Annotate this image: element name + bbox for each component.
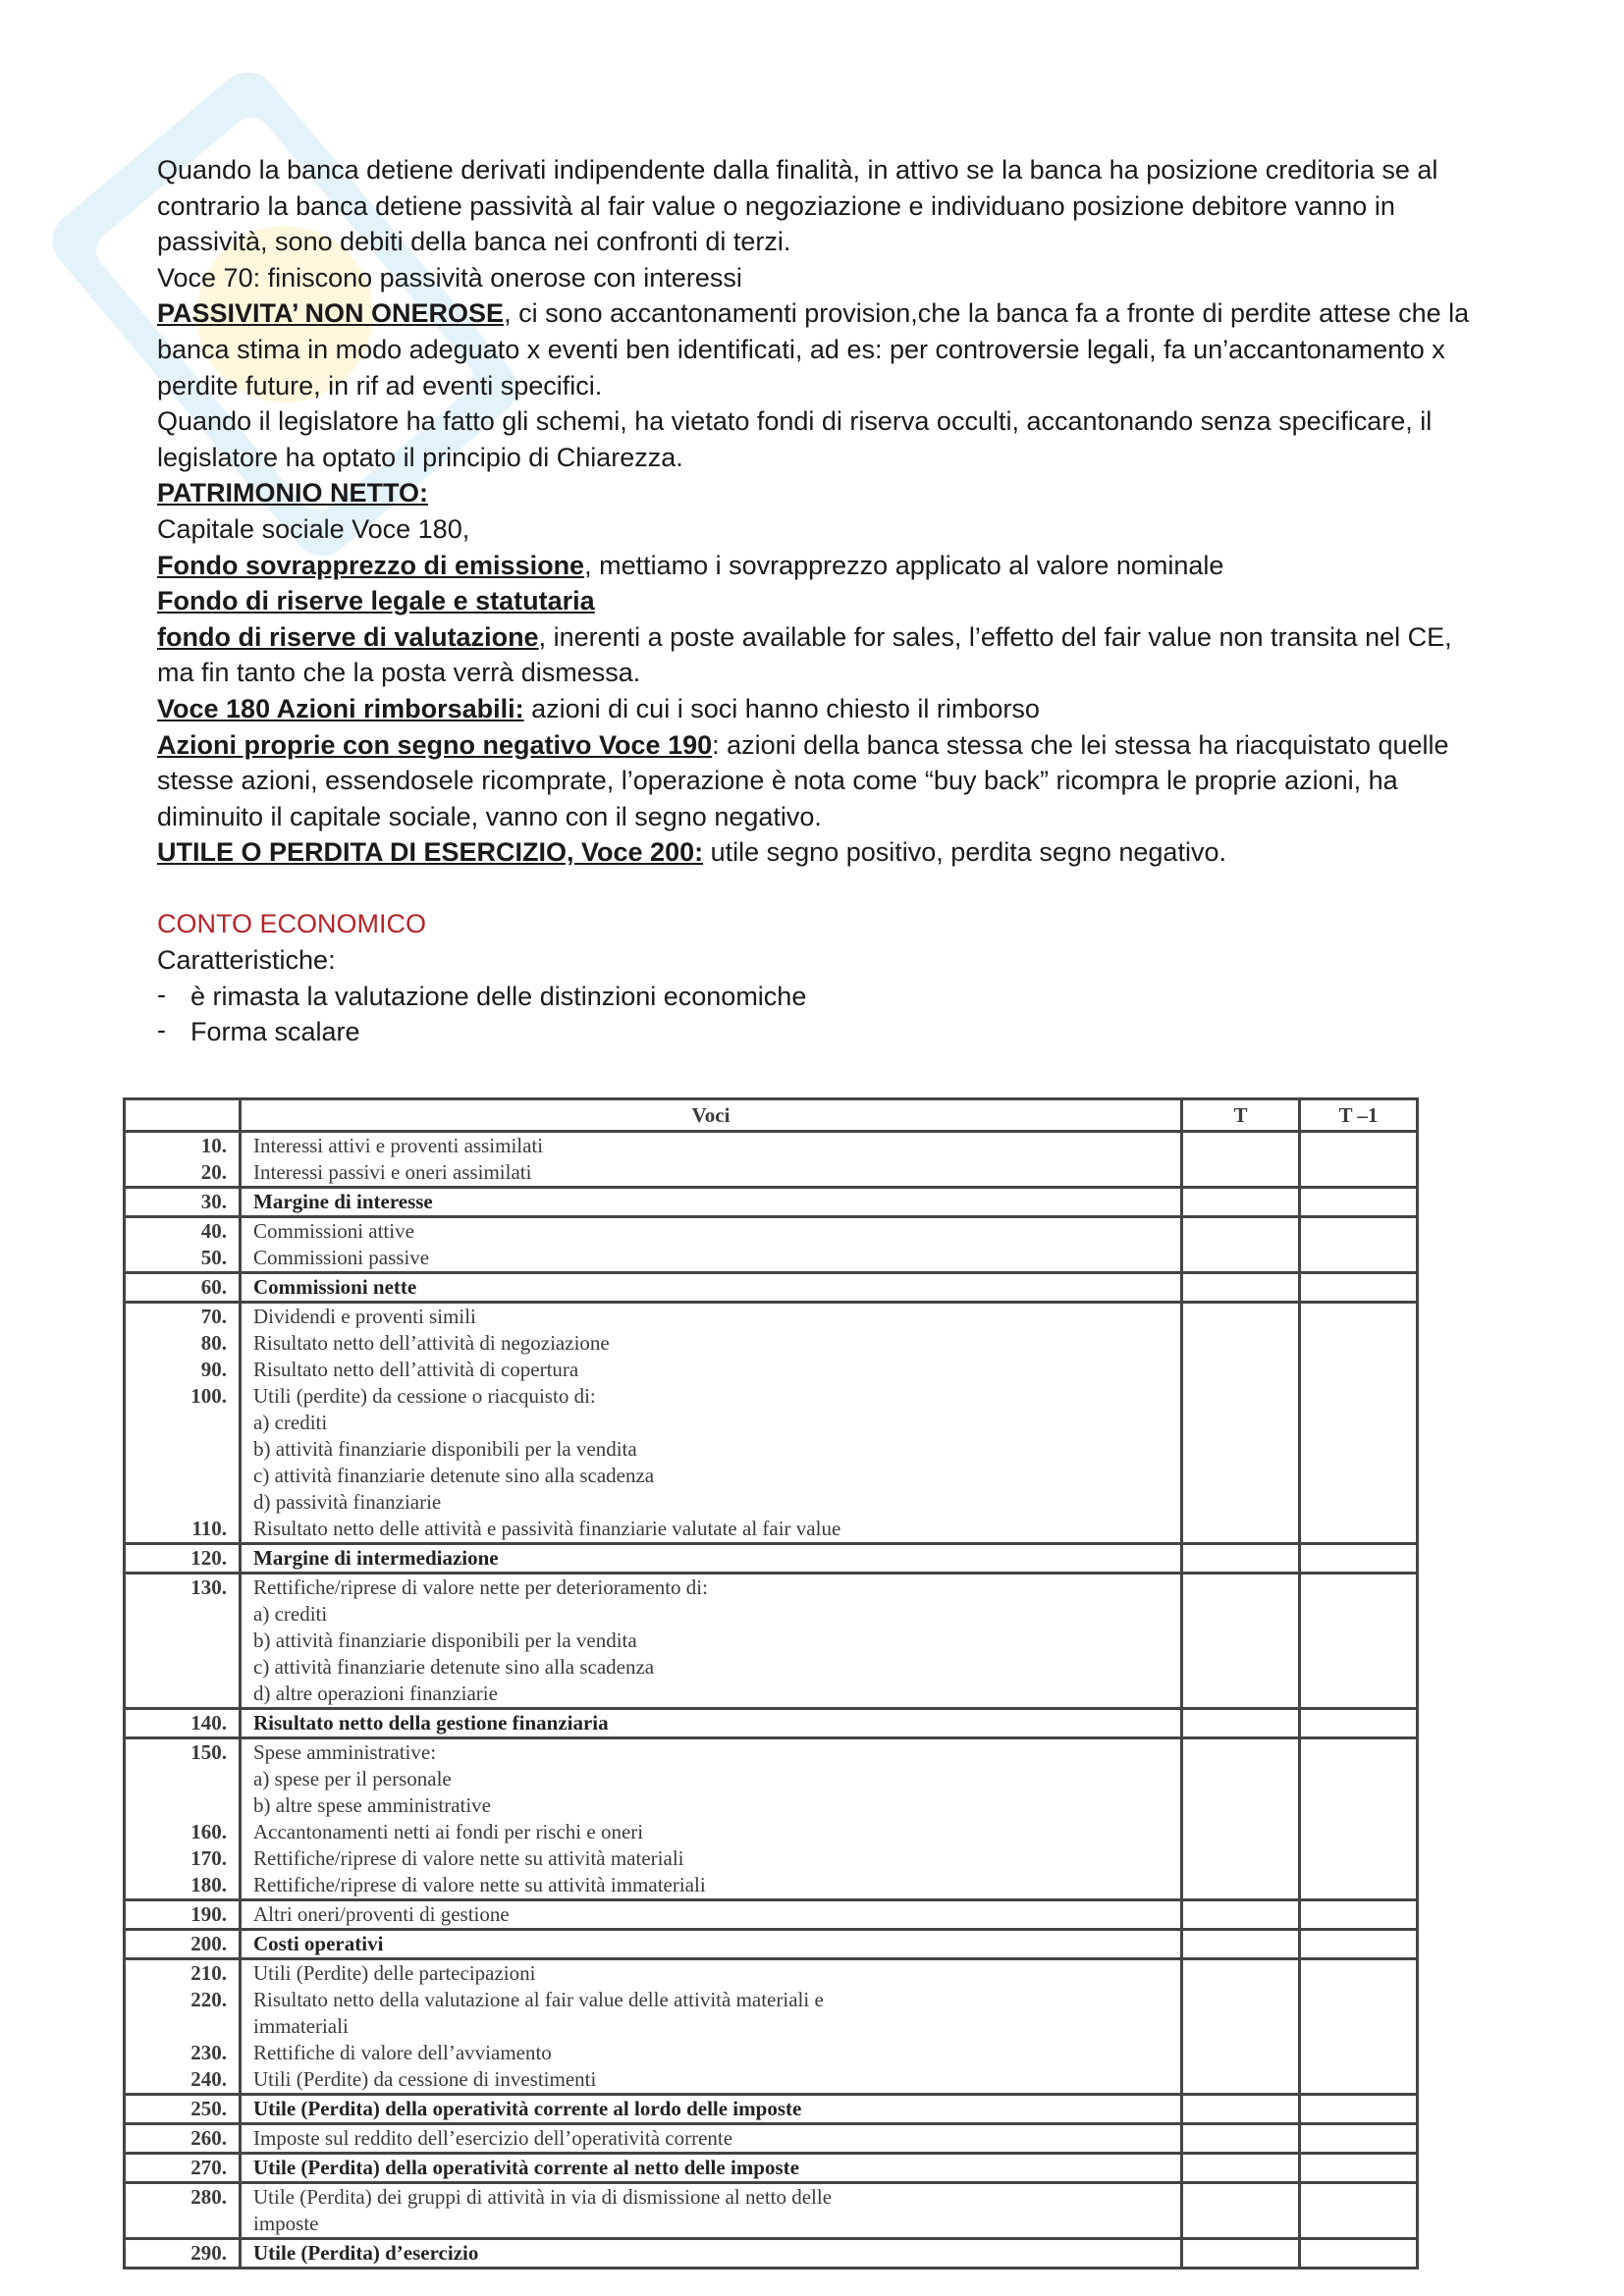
table-row	[125, 1188, 1418, 1217]
cell-t1	[1300, 2239, 1418, 2269]
table-row	[125, 1900, 1418, 1930]
cell-t	[1182, 1709, 1300, 1738]
cell-t	[1182, 1738, 1300, 1900]
cell-t	[1182, 1900, 1300, 1930]
header-t1: T –1	[1300, 1099, 1418, 1132]
row-number: 210. 220. 230. 240.	[125, 1959, 241, 2095]
row-label: Interessi attivi e proventi assimilati Interessi passivi e oneri assimilati	[241, 1132, 1182, 1188]
paragraph-capitale-sociale: Capitale sociale Voce 180,	[157, 513, 470, 544]
cell-t1	[1300, 1959, 1418, 2095]
table-row	[125, 1709, 1418, 1738]
cell-t1	[1300, 2124, 1418, 2154]
cell-t1	[1300, 1303, 1418, 1544]
spacer	[157, 871, 1492, 907]
cell-t	[1182, 2183, 1300, 2239]
row-number: 10. 20.	[125, 1132, 241, 1188]
section-title-conto-economico: CONTO ECONOMICO	[157, 909, 427, 939]
bullet-item: - Forma scalare	[157, 1014, 1492, 1050]
heading-fondo-riserve: Fondo di riserve legale e statutaria	[157, 586, 595, 616]
paragraph-passivita-non-onerose	[157, 295, 1492, 403]
cell-t	[1182, 2124, 1300, 2154]
row-number: 200.	[125, 1930, 241, 1959]
text-azioni-rimborsabili: azioni di cui i soci hanno chiesto il rimborso	[523, 693, 1040, 723]
row-label: Dividendi e proventi simili Risultato netto dell’attività di negoziazione Risultato netto dell’attività di copertura Utili (perdite) da cessione o riacquisto di: a) crediti b) attività finanziarie disponibili per la vendita c) attività finanziarie detenute sino alla scadenza d) passività finanziarie Risultato netto delle attività e passività finanziarie valutate al fair value	[241, 1303, 1182, 1544]
row-label: Spese amministrative: a) spese per il personale b) altre spese amministrative Accantonamenti netti ai fondi per rischi e oneri Rettifiche/riprese di valore nette su attività materiali Rettifiche/riprese di valore nette su attività immateriali	[241, 1738, 1182, 1900]
table-row	[125, 2239, 1418, 2269]
paragraph-utile-perdita	[157, 834, 1492, 871]
heading-patrimonio-netto	[157, 475, 1492, 511]
row-number: 190.	[125, 1900, 241, 1930]
cell-t1	[1300, 2183, 1418, 2239]
row-number: 290.	[125, 2239, 241, 2269]
row-number: 120.	[125, 1544, 241, 1574]
paragraph-derivati: Quando la banca detiene derivati indipendente dalla finalità, in attivo se la banca ha posizione creditoria se al contrario la banca detiene passività al fair value o negoziazione e individuano posizione debitore vanno in passività, sono debiti della banca nei confronti di terzi.	[157, 155, 1438, 257]
row-number: 260.	[125, 2124, 241, 2154]
row-number: 70. 80. 90. 100. 110.	[125, 1303, 241, 1544]
row-number: 150. 160. 170. 180.	[125, 1738, 241, 1900]
paragraph-azioni-proprie	[157, 727, 1492, 835]
cell-t	[1182, 1132, 1300, 1188]
text-azioni-proprie: : azioni della banca stessa che lei stessa ha riacquistato quelle stesse azioni, essendosele ricomprate, l’operazione è nota come “buy back” ricompra le proprie azioni, ha diminuito il capitale sociale, vanno con il segno negativo.	[157, 729, 1449, 831]
cell-t1	[1300, 1132, 1418, 1188]
cell-t	[1182, 1959, 1300, 2095]
cell-t	[1182, 2154, 1300, 2183]
row-number: 60.	[125, 1273, 241, 1303]
table-row	[125, 1132, 1418, 1188]
text-utile-perdita: utile segno positivo, perdita segno negativo.	[703, 837, 1226, 868]
section-intro: Caratteristiche:	[157, 945, 336, 976]
cell-t1	[1300, 1544, 1418, 1574]
text-fondo-sovrapprezzo: , mettiamo i sovrapprezzo applicato al valore nominale	[584, 550, 1224, 580]
row-label: Utile (Perdita) dei gruppi di attività in via di dismissione al netto delle imposte	[241, 2183, 1182, 2239]
heading-patrimonio-netto-text: PATRIMONIO NETTO:	[157, 478, 428, 508]
cell-t1	[1300, 1709, 1418, 1738]
header-voci: Voci	[241, 1099, 1182, 1132]
paragraph-riserve-valutazione	[157, 619, 1492, 691]
paragraph-legislatore: Quando il legislatore ha fatto gli schemi, ha vietato fondi di riserva occulti, accantonando senza specificare, il legislatore ha optato il principio di Chiarezza.	[157, 406, 1433, 472]
table-row	[125, 1217, 1418, 1273]
paragraph-fondo-sovrapprezzo	[157, 548, 1492, 584]
cell-t1	[1300, 1900, 1418, 1930]
text-passivita-non-onerose: , ci sono accantonamenti provision,che la banca fa a fronte di perdite attese che la banca stima in modo adeguato x eventi ben identificati, ad es: per controversie legali, fa un’accantonamento x perdite future, in rif ad eventi specifici.	[157, 298, 1470, 400]
row-label: Utile (Perdita) d’esercizio	[241, 2239, 1182, 2269]
heading-utile-perdita: UTILE O PERDITA DI ESERCIZIO, Voce 200:	[157, 837, 704, 868]
cell-t1	[1300, 1738, 1418, 1900]
cell-t	[1182, 1217, 1300, 1273]
cell-t	[1182, 1273, 1300, 1303]
cell-t	[1182, 2239, 1300, 2269]
row-number: 250.	[125, 2095, 241, 2124]
cell-t	[1182, 1574, 1300, 1709]
row-number: 40. 50.	[125, 1217, 241, 1273]
row-label: Altri oneri/proventi di gestione	[241, 1900, 1182, 1930]
cell-t1	[1300, 1574, 1418, 1709]
table-header-row	[125, 1099, 1418, 1132]
header-t: T	[1182, 1099, 1300, 1132]
row-number: 270.	[125, 2154, 241, 2183]
table-row	[125, 1930, 1418, 1959]
row-label: Risultato netto della gestione finanziaria	[241, 1709, 1182, 1738]
bullet-list	[157, 979, 1492, 1050]
row-label: Margine di intermediazione	[241, 1544, 1182, 1574]
table-row	[125, 1959, 1418, 2095]
cell-t	[1182, 1303, 1300, 1544]
table-row	[125, 1738, 1418, 1900]
cell-t1	[1300, 2154, 1418, 2183]
table-row	[125, 1303, 1418, 1544]
row-label: Rettifiche/riprese di valore nette per deterioramento di: a) crediti b) attività finanziarie disponibili per la vendita c) attività finanziarie detenute sino alla scadenza d) altre operazioni finanziarie	[241, 1574, 1182, 1709]
row-number: 280.	[125, 2183, 241, 2239]
text-riserve-valutazione: , inerenti a poste available for sales, l’effetto del fair value non transita nel CE, ma fin tanto che la posta verrà dismessa.	[157, 621, 1452, 688]
cell-t1	[1300, 1273, 1418, 1303]
row-number: 30.	[125, 1188, 241, 1217]
heading-azioni-proprie: Azioni proprie con segno negativo Voce 190	[157, 729, 713, 760]
table-row	[125, 1544, 1418, 1574]
cell-t1	[1300, 2095, 1418, 2124]
row-number: 130.	[125, 1574, 241, 1709]
table-row	[125, 2154, 1418, 2183]
table-row	[125, 2095, 1418, 2124]
row-label: Utile (Perdita) della operatività corrente al lordo delle imposte	[241, 2095, 1182, 2124]
cell-t1	[1300, 1930, 1418, 1959]
document-body	[157, 152, 1492, 1050]
row-label: Commissioni nette	[241, 1273, 1182, 1303]
bullet-item: - è rimasta la valutazione delle distinzioni economiche	[157, 979, 1492, 1015]
row-label: Utili (Perdite) delle partecipazioni Risultato netto della valutazione al fair value delle attività materiali e immateriali Rettifiche di valore dell’avviamento Utili (Perdite) da cessione di investimenti	[241, 1959, 1182, 2095]
row-number: 140.	[125, 1709, 241, 1738]
table-row	[125, 1574, 1418, 1709]
table-row	[125, 2124, 1418, 2154]
paragraph-azioni-rimborsabili	[157, 691, 1492, 727]
cell-t	[1182, 1544, 1300, 1574]
heading-passivita-non-onerose: PASSIVITA’ NON ONEROSE	[157, 298, 505, 329]
header-num	[125, 1099, 241, 1132]
heading-riserve-valutazione: fondo di riserve di valutazione	[157, 621, 539, 652]
cell-t	[1182, 1188, 1300, 1217]
table-row	[125, 1273, 1418, 1303]
paragraph-voce-70: Voce 70: finiscono passività onerose con interessi	[157, 262, 742, 293]
cell-t	[1182, 2095, 1300, 2124]
paragraph-fondo-riserve	[157, 583, 1492, 619]
heading-fondo-sovrapprezzo: Fondo sovrapprezzo di emissione	[157, 550, 585, 580]
table-row	[125, 2183, 1418, 2239]
row-label: Commissioni attive Commissioni passive	[241, 1217, 1182, 1273]
cell-t1	[1300, 1188, 1418, 1217]
row-label: Costi operativi	[241, 1930, 1182, 1959]
row-label: Utile (Perdita) della operatività corrente al netto delle imposte	[241, 2154, 1182, 2183]
cell-t	[1182, 1930, 1300, 1959]
conto-economico-table	[123, 1097, 1419, 2265]
heading-azioni-rimborsabili: Voce 180 Azioni rimborsabili:	[157, 693, 524, 723]
row-label: Margine di interesse	[241, 1188, 1182, 1217]
cell-t1	[1300, 1217, 1418, 1273]
row-label: Imposte sul reddito dell’esercizio dell’operatività corrente	[241, 2124, 1182, 2154]
